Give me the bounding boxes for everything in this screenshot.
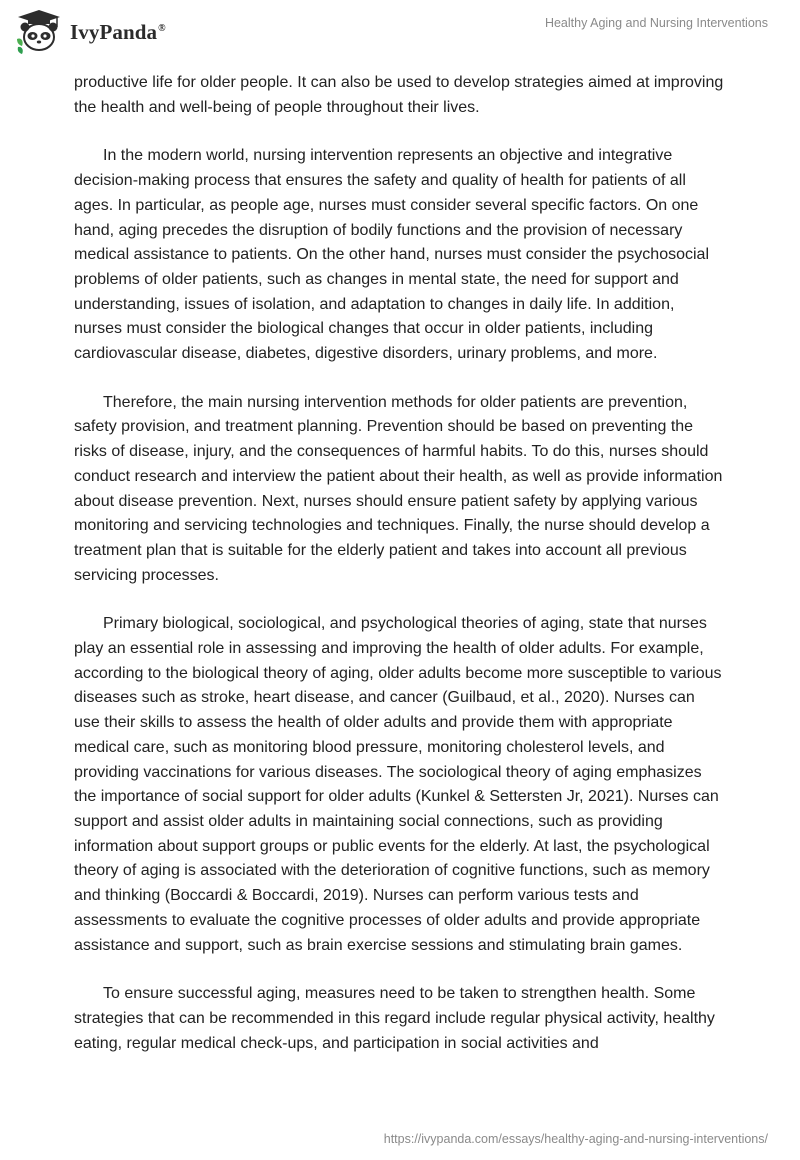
paragraph-successful-aging: To ensure successful aging, measures need to be taken to strengthen health. Some strategies that can be recommended in this regard include regular physical activity, healthy eating, regular medical check-ups, and participation in social activities and (74, 985, 715, 1052)
panda-logo-icon (14, 9, 64, 55)
essay-body (74, 71, 724, 1080)
page-title: Healthy Aging and Nursing Interventions (544, 16, 768, 30)
paragraph-continuation: productive life for older people. It can also be used to develop strategies aimed at improving the health and well-being of people throughout their lives. (74, 74, 724, 116)
source-url[interactable]: https://ivypanda.com/essays/healthy-aging-and-nursing-interventions/ (383, 1132, 768, 1146)
page-header (0, 0, 800, 66)
paragraph-theories-of-aging: Primary biological, sociological, and psychological theories of aging, state that nurses play an essential role in assessing and improving the health of older adults. For example, according to the biological theory of aging, older adults become more susceptible to various diseases such as stroke, heart disease, and cancer (Guilbaud, et al., 2020). Nurses can use their skills to assess the health of older adults and provide them with appropriate medical care, such as monitoring blood pressure, monitoring cholesterol levels, and providing vaccinations for various diseases. The sociological theory of aging emphasizes the importance of social support for older adults (Kunkel & Settersten Jr, 2021). Nurses can support and assist older adults in maintaining social connections, such as providing information about support groups or public events for the elderly. At last, the psychological theory of aging is associated with the deterioration of cognitive functions, such as memory and thinking (Boccardi & Boccardi, 2019). Nurses can perform various tests and assessments to evaluate the cognitive processes of older adults and provide appropriate assistance and support, such as brain exercise sessions and stimulating brain games. (74, 615, 722, 954)
paragraph-nursing-intervention: In the modern world, nursing intervention represents an objective and integrative decision-making process that ensures the safety and quality of health for patients of all ages. In particular, as people age, nurses must consider several specific factors. On one hand, aging precedes the disruption of bodily functions and the provision of necessary medical assistance to patients. On the other hand, nurses must consider the psychosocial problems of older patients, such as changes in mental state, the need for support and understanding, issues of isolation, and adaptation to changes in daily life. In addition, nurses must consider the biological changes that occur in older patients, including cardiovascular disease, diabetes, digestive disorders, urinary problems, and more. (74, 147, 710, 363)
paragraph-intervention-methods: Therefore, the main nursing intervention methods for older patients are prevention, safety provision, and treatment planning. Prevention should be based on preventing the risks of disease, injury, and the consequences of harmful habits. To do this, nurses should conduct research and interview the patient about their health, as well as provide information about disease prevention. Next, nurses should ensure patient safety by applying various monitoring and servicing technologies and techniques. Finally, the nurse should develop a treatment plan that is suitable for the elderly patient and takes into account all previous servicing processes. (74, 393, 723, 584)
ivypanda-logo[interactable] (14, 9, 166, 55)
brand-name: IvyPanda® (70, 19, 166, 44)
